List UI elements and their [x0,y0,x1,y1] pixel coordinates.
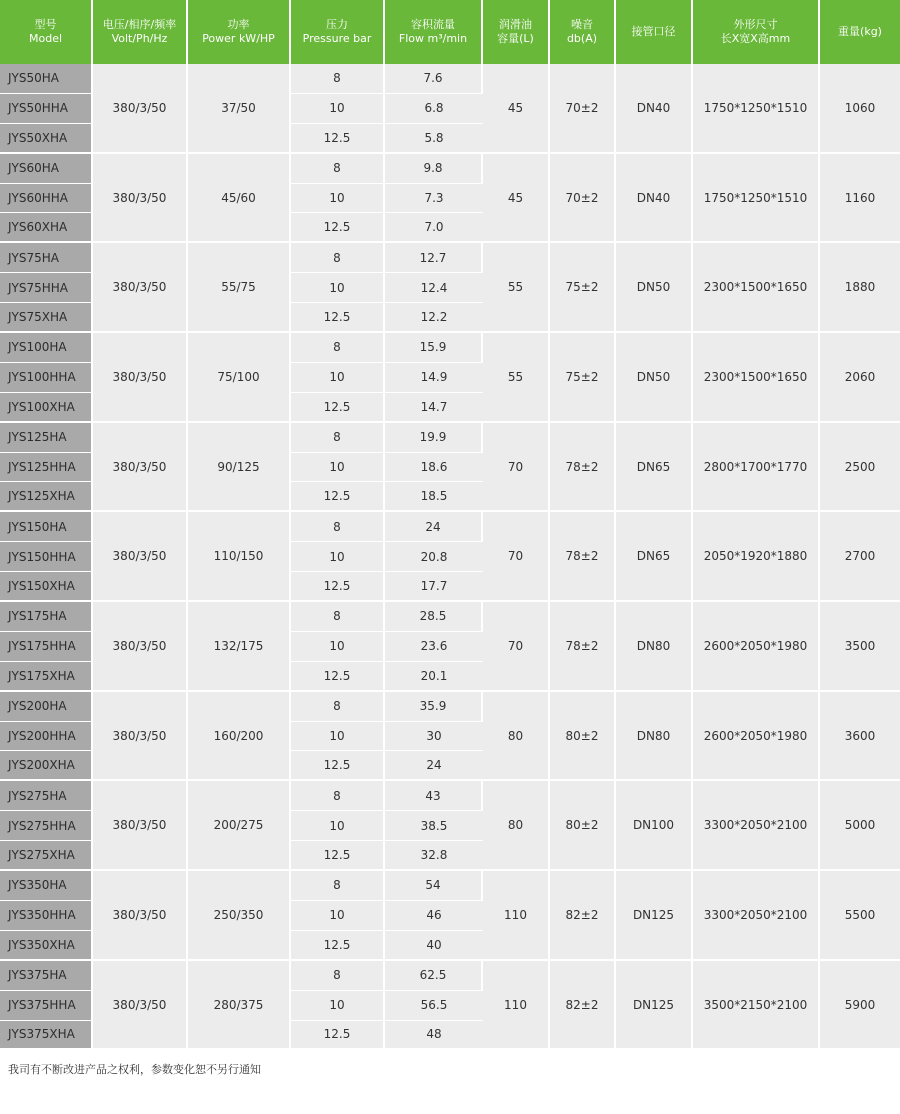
table-row [0,333,900,363]
header-label: 型号 [34,18,57,31]
noise-cell: 70±2 [550,64,616,154]
dimensions-cell: 3300*2050*2100 [693,781,820,871]
dimensions-cell: 2300*1500*1650 [693,243,820,333]
header-label: 重量(kg) [838,25,882,38]
header-model [0,0,93,64]
pressure-cell: 8 [291,602,385,632]
model-cell: JYS175XHA [0,662,93,692]
voltage-cell: 380/3/50 [93,333,188,423]
weight-cell: 5000 [820,781,900,871]
header-voltage [93,0,188,64]
header-sublabel: Volt/Ph/Hz [111,32,168,45]
weight-cell: 2060 [820,333,900,423]
weight-cell: 2700 [820,512,900,602]
flow-cell: 7.0 [385,213,483,243]
oil-capacity-cell: 45 [483,64,550,154]
oil-capacity-cell: 70 [483,512,550,602]
noise-cell: 80±2 [550,781,616,871]
voltage-cell: 380/3/50 [93,423,188,513]
header-label: 电压/相序/频率 [102,18,177,31]
table-row [0,871,900,901]
dimensions-cell: 1750*1250*1510 [693,64,820,154]
oil-capacity-cell: 70 [483,602,550,692]
flow-cell: 18.5 [385,482,483,512]
pressure-cell: 10 [291,991,385,1021]
pressure-cell: 12.5 [291,482,385,512]
power-cell: 75/100 [188,333,291,423]
noise-cell: 75±2 [550,243,616,333]
header-label: 功率 [227,18,250,31]
table-row [0,961,900,991]
model-cell: JYS350XHA [0,931,93,961]
weight-cell: 1160 [820,154,900,244]
model-cell: JYS350HHA [0,901,93,931]
pressure-cell: 12.5 [291,393,385,423]
header-sublabel: 容量(L) [497,32,534,45]
flow-cell: 5.8 [385,124,483,154]
model-cell: JYS75HA [0,243,93,273]
oil-capacity-cell: 45 [483,154,550,244]
power-cell: 280/375 [188,961,291,1051]
flow-cell: 30 [385,722,483,752]
pipe-diameter-cell: DN65 [616,423,693,513]
header-flow [385,0,483,64]
pressure-cell: 12.5 [291,751,385,781]
oil-capacity-cell: 80 [483,692,550,782]
model-cell: JYS275XHA [0,841,93,871]
oil-capacity-cell: 55 [483,333,550,423]
voltage-cell: 380/3/50 [93,871,188,961]
table-row [0,781,900,811]
model-cell: JYS375HHA [0,991,93,1021]
flow-cell: 35.9 [385,692,483,722]
header-label: 外形尺寸 [733,18,778,31]
flow-cell: 19.9 [385,423,483,453]
weight-cell: 1060 [820,64,900,154]
model-cell: JYS100HA [0,333,93,363]
table-row [0,154,900,184]
noise-cell: 78±2 [550,512,616,602]
flow-cell: 24 [385,512,483,542]
flow-cell: 40 [385,931,483,961]
pressure-cell: 8 [291,64,385,94]
model-cell: JYS200XHA [0,751,93,781]
pressure-cell: 10 [291,722,385,752]
power-cell: 160/200 [188,692,291,782]
weight-cell: 5500 [820,871,900,961]
flow-cell: 12.4 [385,273,483,303]
weight-cell: 5900 [820,961,900,1051]
pipe-diameter-cell: DN40 [616,154,693,244]
power-cell: 55/75 [188,243,291,333]
header-row [0,0,900,64]
model-cell: JYS125HHA [0,453,93,483]
flow-cell: 28.5 [385,602,483,632]
pressure-cell: 12.5 [291,931,385,961]
header-noise [550,0,616,64]
pressure-cell: 8 [291,692,385,722]
header-pipe-diameter [616,0,693,64]
noise-cell: 82±2 [550,871,616,961]
dimensions-cell: 3300*2050*2100 [693,871,820,961]
pressure-cell: 8 [291,781,385,811]
pipe-diameter-cell: DN100 [616,781,693,871]
dimensions-cell: 2600*2050*1980 [693,602,820,692]
pressure-cell: 12.5 [291,841,385,871]
model-cell: JYS175HA [0,602,93,632]
noise-cell: 70±2 [550,154,616,244]
flow-cell: 14.9 [385,363,483,393]
pipe-diameter-cell: DN125 [616,871,693,961]
pipe-diameter-cell: DN80 [616,692,693,782]
model-cell: JYS375HA [0,961,93,991]
model-cell: JYS375XHA [0,1021,93,1051]
pipe-diameter-cell: DN65 [616,512,693,602]
flow-cell: 48 [385,1021,483,1051]
header-power [188,0,291,64]
pressure-cell: 12.5 [291,124,385,154]
pressure-cell: 8 [291,243,385,273]
table-row [0,64,900,94]
header-sublabel: Flow m³/min [398,32,468,45]
weight-cell: 3600 [820,692,900,782]
pressure-cell: 10 [291,453,385,483]
flow-cell: 20.1 [385,662,483,692]
model-cell: JYS50XHA [0,124,93,154]
noise-cell: 78±2 [550,423,616,513]
model-cell: JYS75XHA [0,303,93,333]
pressure-cell: 10 [291,811,385,841]
header-sublabel: db(A) [566,32,598,45]
pressure-cell: 8 [291,871,385,901]
flow-cell: 24 [385,751,483,781]
header-label: 接管口径 [631,25,676,38]
flow-cell: 46 [385,901,483,931]
flow-cell: 18.6 [385,453,483,483]
power-cell: 45/60 [188,154,291,244]
dimensions-cell: 1750*1250*1510 [693,154,820,244]
power-cell: 110/150 [188,512,291,602]
voltage-cell: 380/3/50 [93,602,188,692]
power-cell: 250/350 [188,871,291,961]
model-cell: JYS200HA [0,692,93,722]
weight-cell: 1880 [820,243,900,333]
pressure-cell: 12.5 [291,213,385,243]
header-label: 润滑油 [499,18,532,31]
flow-cell: 7.6 [385,64,483,94]
model-cell: JYS100XHA [0,393,93,423]
header-pressure [291,0,385,64]
flow-cell: 6.8 [385,94,483,124]
oil-capacity-cell: 110 [483,871,550,961]
flow-cell: 56.5 [385,991,483,1021]
dimensions-cell: 2050*1920*1880 [693,512,820,602]
pressure-cell: 8 [291,512,385,542]
model-cell: JYS200HHA [0,722,93,752]
noise-cell: 78±2 [550,602,616,692]
pressure-cell: 12.5 [291,662,385,692]
voltage-cell: 380/3/50 [93,243,188,333]
header-sublabel: Model [28,32,63,45]
table-row [0,243,900,273]
flow-cell: 12.7 [385,243,483,273]
header-sublabel: Pressure bar [302,32,372,45]
pipe-diameter-cell: DN50 [616,333,693,423]
weight-cell: 3500 [820,602,900,692]
header-sublabel: 长X宽X高mm [720,32,791,45]
table-row [0,423,900,453]
flow-cell: 38.5 [385,811,483,841]
header-oil-capacity [483,0,550,64]
model-cell: JYS50HHA [0,94,93,124]
flow-cell: 43 [385,781,483,811]
spec-body [0,64,900,1050]
oil-capacity-cell: 110 [483,961,550,1051]
footnote: 我司有不断改进产品之权利，参数变化恕不另行通知 [8,1063,261,1076]
flow-cell: 7.3 [385,184,483,214]
model-cell: JYS125HA [0,423,93,453]
pressure-cell: 10 [291,94,385,124]
dimensions-cell: 2300*1500*1650 [693,333,820,423]
power-cell: 200/275 [188,781,291,871]
dimensions-cell: 2600*2050*1980 [693,692,820,782]
model-cell: JYS60XHA [0,213,93,243]
voltage-cell: 380/3/50 [93,64,188,154]
weight-cell: 2500 [820,423,900,513]
model-cell: JYS150HA [0,512,93,542]
pipe-diameter-cell: DN40 [616,64,693,154]
flow-cell: 17.7 [385,572,483,602]
power-cell: 132/175 [188,602,291,692]
flow-cell: 15.9 [385,333,483,363]
flow-cell: 9.8 [385,154,483,184]
table-row [0,602,900,632]
pressure-cell: 10 [291,273,385,303]
voltage-cell: 380/3/50 [93,781,188,871]
header-dimensions [693,0,820,64]
model-cell: JYS150XHA [0,572,93,602]
dimensions-cell: 2800*1700*1770 [693,423,820,513]
table-row [0,692,900,722]
pressure-cell: 12.5 [291,572,385,602]
pipe-diameter-cell: DN50 [616,243,693,333]
pipe-diameter-cell: DN80 [616,602,693,692]
flow-cell: 62.5 [385,961,483,991]
model-cell: JYS100HHA [0,363,93,393]
voltage-cell: 380/3/50 [93,961,188,1051]
flow-cell: 54 [385,871,483,901]
oil-capacity-cell: 80 [483,781,550,871]
header-label: 压力 [326,18,348,31]
pressure-cell: 8 [291,333,385,363]
model-cell: JYS150HHA [0,542,93,572]
noise-cell: 80±2 [550,692,616,782]
pressure-cell: 12.5 [291,1021,385,1051]
model-cell: JYS125XHA [0,482,93,512]
header-label: 容积流量 [411,18,455,31]
dimensions-cell: 3500*2150*2100 [693,961,820,1051]
pressure-cell: 10 [291,901,385,931]
header-weight [820,0,900,64]
pressure-cell: 10 [291,632,385,662]
voltage-cell: 380/3/50 [93,512,188,602]
pressure-cell: 8 [291,961,385,991]
flow-cell: 12.2 [385,303,483,333]
pressure-cell: 8 [291,154,385,184]
model-cell: JYS275HA [0,781,93,811]
model-cell: JYS60HHA [0,184,93,214]
noise-cell: 82±2 [550,961,616,1051]
pressure-cell: 10 [291,184,385,214]
model-cell: JYS50HA [0,64,93,94]
flow-cell: 32.8 [385,841,483,871]
oil-capacity-cell: 55 [483,243,550,333]
header-sublabel: Power kW/HP [202,32,275,45]
oil-capacity-cell: 70 [483,423,550,513]
model-cell: JYS175HHA [0,632,93,662]
power-cell: 37/50 [188,64,291,154]
table-row [0,512,900,542]
pressure-cell: 8 [291,423,385,453]
flow-cell: 23.6 [385,632,483,662]
pressure-cell: 10 [291,363,385,393]
model-cell: JYS350HA [0,871,93,901]
voltage-cell: 380/3/50 [93,692,188,782]
pressure-cell: 12.5 [291,303,385,333]
noise-cell: 75±2 [550,333,616,423]
flow-cell: 14.7 [385,393,483,423]
model-cell: JYS275HHA [0,811,93,841]
voltage-cell: 380/3/50 [93,154,188,244]
model-cell: JYS60HA [0,154,93,184]
flow-cell: 20.8 [385,542,483,572]
header-label: 噪音 [571,18,593,31]
pressure-cell: 10 [291,542,385,572]
model-cell: JYS75HHA [0,273,93,303]
pipe-diameter-cell: DN125 [616,961,693,1051]
power-cell: 90/125 [188,423,291,513]
